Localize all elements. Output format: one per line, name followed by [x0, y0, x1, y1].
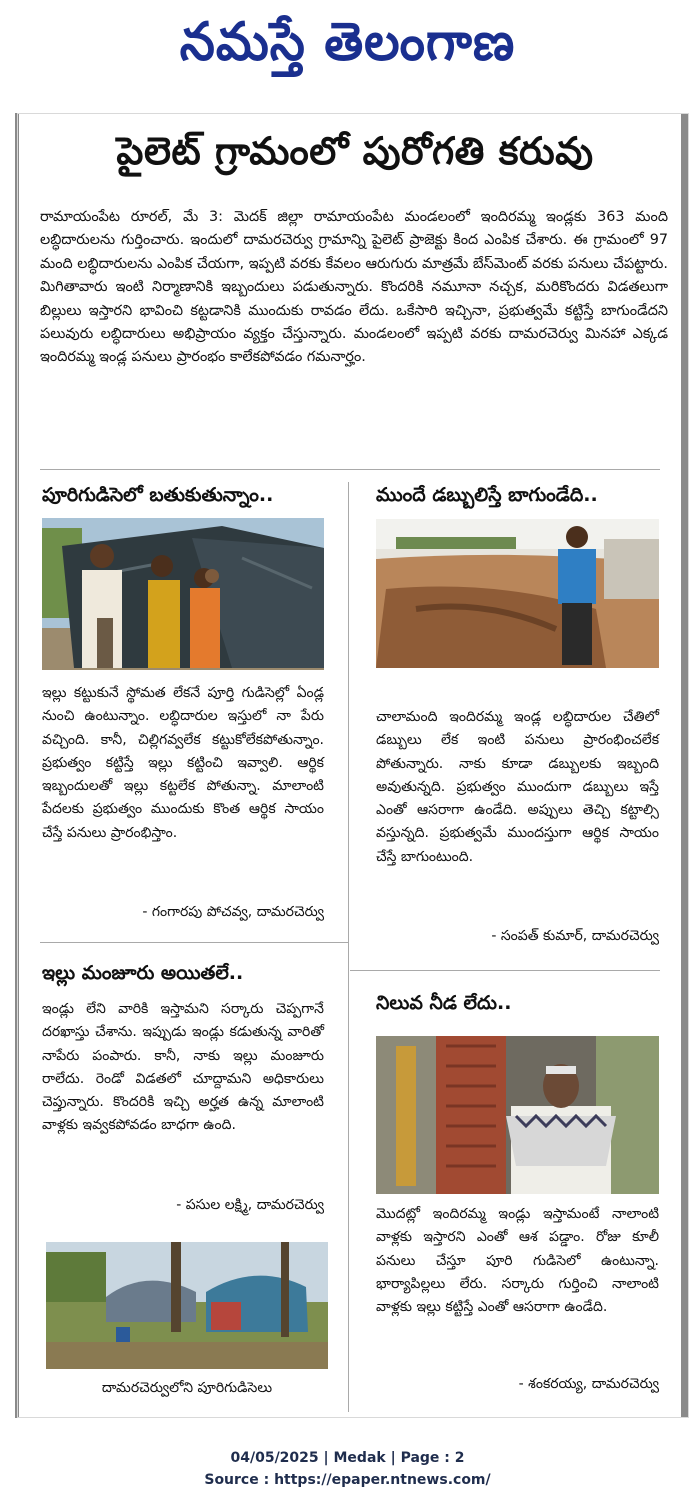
footer-source: Source : https://epaper.ntnews.com/	[204, 1472, 491, 1488]
subhead-1: పూరిగుడిసెలో బతుకుతున్నాం..	[42, 484, 274, 506]
byline-4: - శంకరయ్య, దామరచెర్వు	[518, 1376, 659, 1392]
photo-caption: దామరచెర్వులోని పూరిగుడిసెలు	[101, 1380, 273, 1396]
section-4-body: మొదట్లో ఇందిరమ్మ ఇండ్లు ఇస్తామంటే నాలాంటి వాళ్లకు ఇస్తారని ఎంతో ఆశ పడ్డాం. రోజు కూలీ పనులు చేస్తూ పూరి గుడిసెలో ఉంటున్నా. భార్యాపిల్లలు లేరు. సర్కారు గుర్తించి నాలాంటి వాళ్లకు ఇల్లు కట్టిస్తే ఎంతో ఆసరాగా ఉండేది.	[376, 1206, 659, 1316]
column-divider	[348, 482, 349, 1412]
photo-hut-family	[42, 518, 324, 670]
subhead-2: ముందే డబ్బులిస్తే బాగుండేది..	[376, 484, 598, 506]
article-lead: రామాయంపేట రూరల్, మే 3: మెదక్ జిల్లా రామాయంపేట మండలంలో ఇందిరమ్మ ఇండ్లకు 363 మంది లబ్ధిదారులను గుర్తించారు. ఇందులో దామరచెర్వు గ్రామాన్ని పైలెట్ ప్రాజెక్టు కింద ఎంపిక చేశారు. ఈ గ్రామంలో 97 మంది లబ్ధిదారులను ఎంపిక చేయగా, ఇప్పటి వరకు కేవలం ఆరుగురు మాత్రమే బేస్‌మెంట్ వరకు పనులు చేపట్టారు. మిగితావారు ఇంటి నిర్మాణానికి ఇబ్బందులు పడుతున్నారు. కొందరికి నమూనా నచ్చక, మరికొందరు విడతలుగా బిల్లులు ఇస్తారని భావించి కట్టడానికి ముందుకు రావడం లేదు. ఒకేసారి ఇచ్చినా, ప్రభుత్వమే కట్టిస్తే బాగుండేదని పలువురు లబ్ధిదారులు అభిప్రాయం వ్యక్తం చేస్తున్నారు. మండలంలో ఇప్పటి వరకు దామరచెర్వు మినహా ఎక్కడ ఇందిరమ్మ ఇండ్ల పనులు ప్రారంభం కాలేకపోవడం గమనార్హం.	[40, 209, 668, 366]
subhead-3: ఇల్లు మంజూరు అయితలే..	[42, 962, 244, 984]
subhead-4: నిలువ నీడ లేదు..	[376, 992, 512, 1014]
photo-elderly-man	[376, 1036, 659, 1194]
byline-1: - గంగారపు పోచవ్వ, దామరచెర్వు	[142, 904, 324, 920]
section-divider	[40, 469, 660, 470]
article-headline: పైలెట్ గ్రామంలో పురోగతి కరువు	[116, 129, 594, 173]
masthead	[0, 0, 695, 96]
footer-date-edition: 04/05/2025 | Medak | Page : 2	[230, 1450, 465, 1466]
section-2-body: చాలామంది ఇందిరమ్మ ఇండ్ల లబ్ధిదారుల చేతిలో డబ్బులు లేక ఇంటి పనులు ప్రారంభించలేక పోతున్నారు. నాకు కూడా డబ్బులకు ఇబ్బంది అవుతున్నది. ప్రభుత్వం ముందుగా డబ్బులు ఇస్తే ఎంతో ఆసరాగా ఉండేది. అప్పులు తెచ్చి కట్టాల్సి వస్తున్నది. ప్రభుత్వమే ముందస్తుగా ఆర్థిక సాయం చేస్తే బాగుంటుంది.	[376, 709, 659, 865]
byline-3: - పసుల లక్ష్మి, దామరచెర్వు	[176, 1197, 324, 1213]
section-1-body: ఇల్లు కట్టుకునే స్థోమత లేకనే పూర్తి గుడిసెల్లో ఏండ్ల నుంచి ఉంటున్నాం. లబ్ధిదారుల ఇస్తులో నా పేరు వచ్చింది. కానీ, చిల్లిగవ్వలేక కట్టుకోలేకపోతున్నాం. ప్రభుత్వం కట్టిస్తే ఇల్లు కట్టించి ఇవ్వాలి. ఆర్థిక ఇబ్బందులతో ఇల్లు కట్టలేక పోతున్నా. మాలాంటి పేదలకు ప్రభుత్వం ముందుకు కొంత ఆర్థిక సాయం చేస్తే పనులు ప్రారంభిస్తాం.	[42, 685, 324, 841]
photo-huts-village	[46, 1242, 328, 1369]
news-clipping	[17, 113, 689, 1418]
section-3-body: ఇండ్లు లేని వారికి ఇస్తామని సర్కారు చెప్పగానే దరఖాస్తు చేశాను. ఇప్పుడు ఇండ్లు కడుతున్న వారితో నాపేరు పంపారు. కానీ, నాకు ఇల్లు మంజూరు రాలేదు. రెండో విడతలో చూద్దామని అధికారులు చెప్తున్నారు. కొందరికి ఇచ్చి అర్హత ఉన్న మాలాంటి వాళ్లకు ఇవ్వకపోవడం బాధగా ఉంది.	[42, 1001, 324, 1134]
photo-construction-site	[376, 519, 659, 668]
newspaper-logo: నమస్తే తెలంగాణ	[179, 10, 516, 72]
section-divider	[40, 942, 348, 943]
byline-2: - సంపత్ కుమార్, దామరచెర్వు	[491, 928, 659, 944]
section-divider	[350, 970, 660, 971]
